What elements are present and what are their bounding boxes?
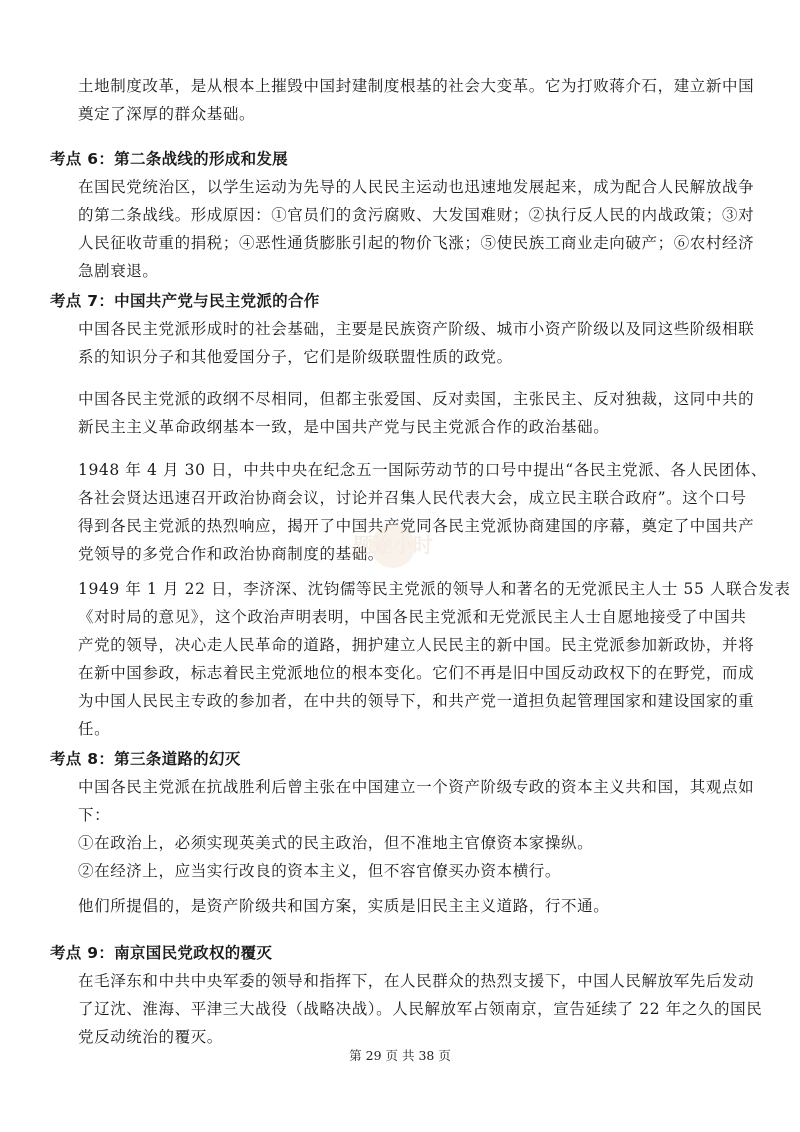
watermark-text: 题途小时 — [353, 533, 433, 557]
text-line: 《对时局的意见》，这个政治声明表明，中国各民主党派和无党派民主人士自愿地接受了中国共 — [78, 608, 747, 626]
text-line: 他们所提倡的，是资产阶级共和国方案，实质是旧民主主义道路，行不通。 — [78, 897, 610, 915]
text-line: 任。 — [78, 720, 111, 738]
text-line: 1948 年 4 月 30 日，中共中央在纪念五一国际劳动节的口号中提出“各民主党派、各人民团体、 — [78, 461, 767, 479]
kd8-paragraph-1 — [78, 773, 778, 885]
text-line: 得到各民主党派的热烈响应，揭开了中国共产党同各民主党派协商建国的序幕，奠定了中国共产 — [78, 517, 755, 535]
text-line: 了辽沈、淮海、平津三大战役（战略决战）。人民解放军占领南京，宣告延续了 22 年之久的国民 — [78, 1000, 763, 1018]
text-line: 产党的领导，决心走人民革命的道路，拥护建立人民民主的新中国。民主党派参加新政协，并将 — [78, 636, 755, 654]
section-heading-kd8: 考点 8：第三条道路的幻灭 — [50, 750, 241, 768]
text-line: 人民征收苛重的捐税；④恶性通货膨胀引起的物价飞涨；⑤使民族工商业走向破产；⑥农村经济 — [78, 234, 755, 252]
text-line: 1949 年 1 月 22 日，李济深、沈钧儒等民主党派的领导人和著名的无党派民主人士 55 人联合发表 — [78, 580, 791, 598]
kd8-paragraph-2 — [78, 892, 778, 920]
kd7-paragraph-4 — [78, 575, 791, 743]
kd6-paragraph — [78, 173, 778, 285]
list-item: ②在经济上，应当实行改良的资本主义，但不容官僚买办资本横行。 — [78, 862, 562, 880]
page-footer: 第 29 页 共 38 页 — [349, 1048, 451, 1063]
text-line: 奠定了深厚的群众基础。 — [78, 105, 256, 123]
text-line: 新民主主义革命政纲基本一致，是中国共产党与民主党派合作的政治基础。 — [78, 418, 610, 436]
text-line: 为中国人民民主专政的参加者，在中共的领导下，和共产党一道担负起管理国家和建设国家的重 — [78, 692, 755, 710]
kd7-paragraph-3 — [78, 456, 778, 568]
text-line: 党领导的多党合作和政治协商制度的基础。 — [78, 545, 384, 563]
text-line: 下： — [78, 806, 111, 824]
section-heading-kd6: 考点 6：第二条战线的形成和发展 — [50, 150, 288, 168]
text-line: 急剧衰退。 — [78, 262, 159, 280]
kd9-paragraph — [78, 967, 778, 1051]
text-line: 土地制度改革，是从根本上摧毁中国封建制度根基的社会大变革。它为打败蒋介石，建立新中国 — [78, 77, 755, 95]
kd7-paragraph-1 — [78, 315, 778, 371]
text-line: 在新中国参政，标志着民主党派地位的根本变化。它们不再是旧中国反动政权下的在野党，而成 — [78, 664, 755, 682]
list-item: ①在政治上，必须实现英美式的民主政治，但不准地主官僚资本家操纵。 — [78, 834, 594, 852]
text-line: 在国民党统治区，以学生运动为先导的人民民主运动也迅速地发展起来，成为配合人民解放战争 — [78, 178, 755, 196]
intro-paragraph — [78, 72, 778, 128]
text-line: 党反动统治的覆灭。 — [78, 1028, 223, 1046]
section-heading-kd9: 考点 9：南京国民党政权的覆灭 — [50, 944, 273, 962]
text-line: 中国各民主党派的政纲不尽相同，但都主张爱国、反对卖国，主张民主、反对独裁，这同中共的 — [78, 390, 755, 408]
text-line: 各社会贤达迅速召开政治协商会议，讨论并召集人民代表大会，成立民主联合政府”。这个口号 — [78, 489, 747, 507]
text-line: 中国各民主党派在抗战胜利后曾主张在中国建立一个资产阶级专政的资本主义共和国，其观点如 — [78, 778, 755, 796]
text-line: 的第二条战线。形成原因：①官员们的贪污腐败、大发国难财；②执行反人民的内战政策；③对 — [78, 206, 755, 224]
text-line: 系的知识分子和其他爱国分子，它们是阶级联盟性质的政党。 — [78, 348, 513, 366]
text-line: 在毛泽东和中共中央军委的领导和指挥下，在人民群众的热烈支援下，中国人民解放军先后发动 — [78, 972, 755, 990]
section-heading-kd7: 考点 7：中国共产党与民主党派的合作 — [50, 292, 320, 310]
text-line: 中国各民主党派形成时的社会基础，主要是民族资产阶级、城市小资产阶级以及同这些阶级相联 — [78, 320, 755, 338]
kd7-paragraph-2 — [78, 385, 778, 441]
